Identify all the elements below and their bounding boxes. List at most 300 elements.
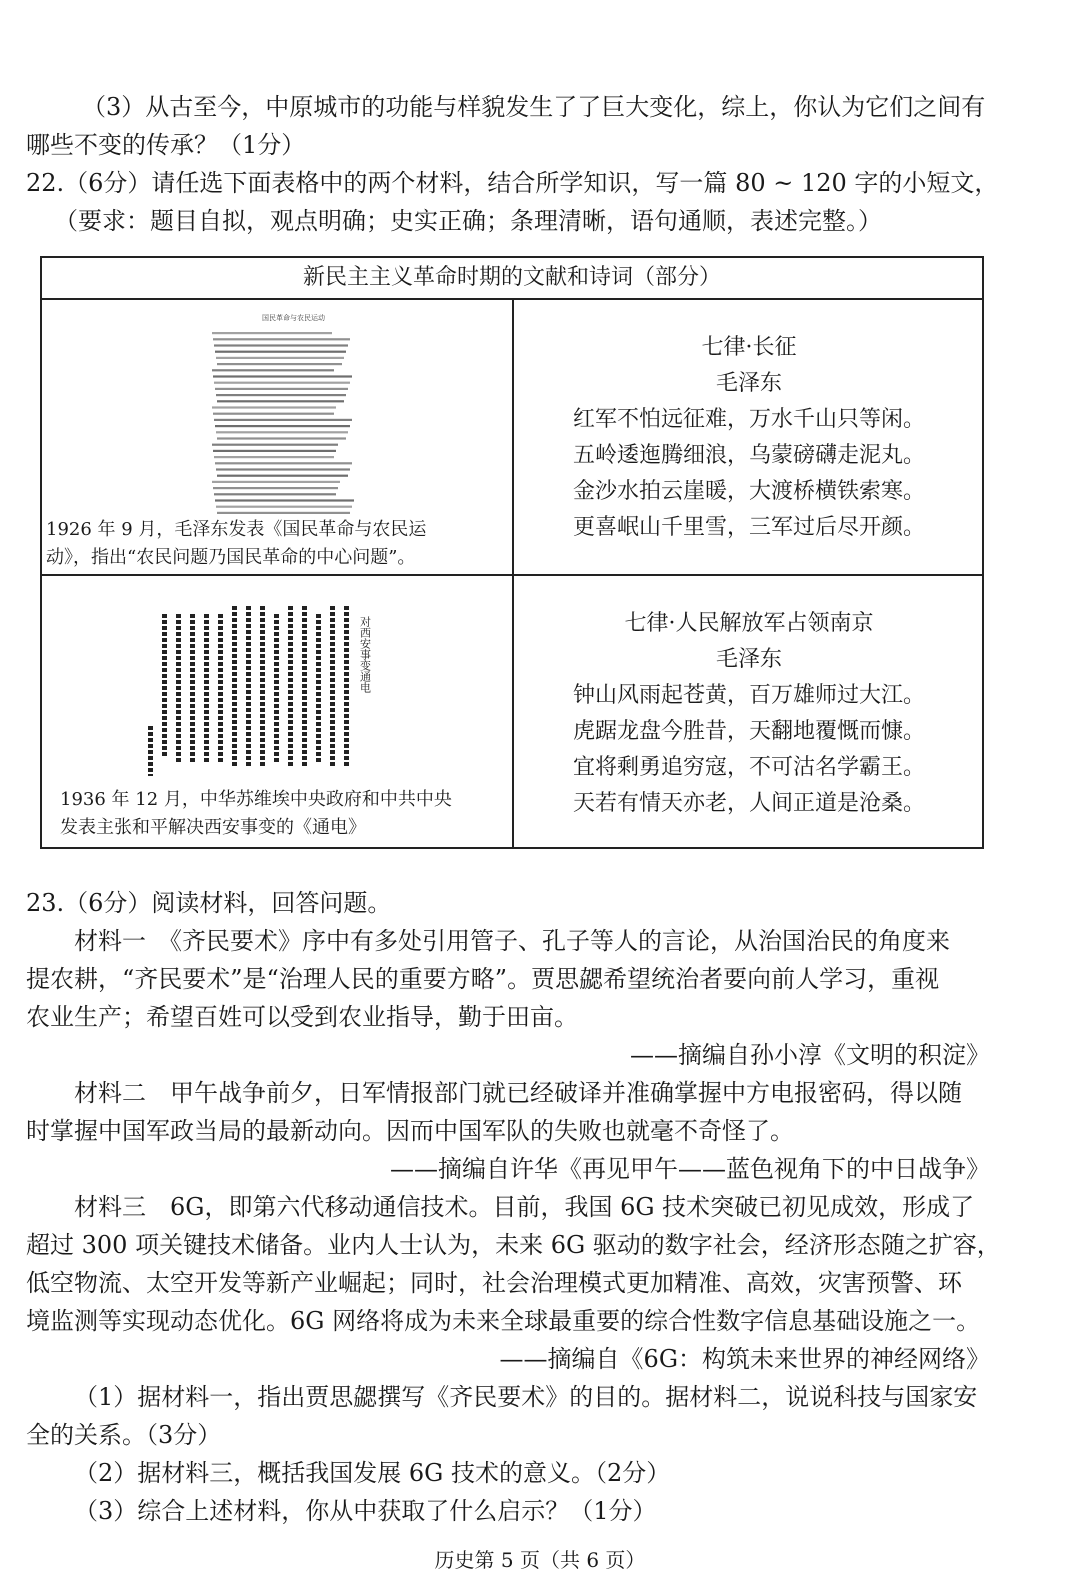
q22-prompt: 22.（6分）请任选下面表格中的两个材料，结合所学知识，写一篇 80 ~ 120 字的小短文， <box>26 169 999 197</box>
doc-text-line <box>216 431 348 433</box>
telegram-char <box>176 728 181 732</box>
q23-intro: 23.（6分）阅读材料，回答问题。 <box>26 889 392 917</box>
doc-text-line <box>213 413 334 415</box>
telegram-char <box>344 732 349 736</box>
material2-line1: 材料二 甲午战争前夕，日军情报部门就已经破译并准确掌握中方电报密码，得以随 <box>74 1079 962 1107</box>
telegram-char <box>288 726 293 730</box>
telegram-char <box>190 704 195 708</box>
telegram-char <box>218 644 223 648</box>
telegram-char <box>260 678 265 682</box>
telegram-char <box>218 716 223 720</box>
telegram-char <box>190 626 195 630</box>
telegram-char <box>148 762 153 766</box>
telegram-char <box>316 674 321 678</box>
telegram-char <box>260 654 265 658</box>
telegram-char <box>260 732 265 736</box>
material1-source: ——摘编自孙小淳《文明的积淀》 <box>630 1041 990 1069</box>
telegram-char <box>260 636 265 640</box>
doc-text-line <box>212 444 338 446</box>
telegram-char <box>246 744 251 748</box>
telegram-char <box>274 626 279 630</box>
telegram-char <box>232 660 237 664</box>
telegram-char <box>330 648 335 652</box>
telegram-char <box>232 696 237 700</box>
telegram-char <box>190 728 195 732</box>
telegram-char <box>330 636 335 640</box>
telegram-char <box>176 644 181 648</box>
telegram-char <box>344 642 349 646</box>
telegram-char <box>330 624 335 628</box>
telegram-char <box>190 758 195 762</box>
telegram-char <box>288 642 293 646</box>
telegram-char <box>232 618 237 622</box>
telegram-char <box>288 756 293 760</box>
telegram-char <box>204 626 209 630</box>
telegram-char <box>344 618 349 622</box>
telegram-char <box>190 698 195 702</box>
doc-text-line <box>217 512 350 514</box>
telegram-char <box>260 648 265 652</box>
doc-text-line <box>215 351 346 353</box>
telegram-char <box>176 668 181 672</box>
telegram-char <box>204 752 209 756</box>
doc-text-line <box>216 357 344 359</box>
telegram-char <box>148 738 153 742</box>
telegram-char <box>232 636 237 640</box>
telegram-char <box>260 696 265 700</box>
telegram-char <box>162 638 167 642</box>
telegram-char <box>218 620 223 624</box>
telegram-char <box>232 714 237 718</box>
telegram-char <box>260 660 265 664</box>
doc-text-line <box>215 499 354 501</box>
telegram-char <box>218 668 223 672</box>
telegram-char <box>260 762 265 766</box>
doc-text-line <box>212 481 340 483</box>
material1-line1: 材料一 《齐民要术》序中有多处引用管子、孔子等人的言论，从治国治民的角度来 <box>74 927 950 955</box>
telegram-char <box>330 702 335 706</box>
telegram-char <box>344 612 349 616</box>
telegram-char <box>274 632 279 636</box>
poem-line: 虎踞龙盘今胜昔，天翻地覆慨而慷。 <box>572 719 925 744</box>
telegram-char <box>232 690 237 694</box>
telegram-char <box>330 756 335 760</box>
telegram-char <box>204 758 209 762</box>
doc-text-line <box>217 475 348 477</box>
doc-text-line <box>213 487 338 489</box>
telegram-char <box>302 684 307 688</box>
telegram-char <box>176 722 181 726</box>
telegram-char <box>302 696 307 700</box>
telegram-char <box>316 650 321 654</box>
telegram-char <box>148 726 153 730</box>
telegram-char <box>302 714 307 718</box>
telegram-char <box>274 692 279 696</box>
telegram-char <box>176 692 181 696</box>
material1-line2: 提农耕，“齐民要术”是“治理人民的重要方略”。贾思勰希望统治者要向前人学习，重视 <box>26 965 940 993</box>
telegram-char <box>316 746 321 750</box>
telegram-char <box>162 710 167 714</box>
telegram-char <box>302 606 307 610</box>
telegram-char <box>316 716 321 720</box>
telegram-char <box>190 734 195 738</box>
telegram-char <box>162 656 167 660</box>
telegram-char <box>330 708 335 712</box>
page-footer: 历史第 5 页（共 6 页） <box>434 1548 646 1572</box>
telegram-char <box>218 674 223 678</box>
telegram-char <box>330 642 335 646</box>
telegram-char <box>190 692 195 696</box>
telegram-char <box>316 686 321 690</box>
telegram-char <box>190 752 195 756</box>
telegram-char <box>330 738 335 742</box>
telegram-char <box>288 720 293 724</box>
telegram-char <box>330 744 335 748</box>
telegram-char <box>288 738 293 742</box>
telegram-char <box>344 750 349 754</box>
telegram-char <box>162 692 167 696</box>
telegram-char <box>162 716 167 720</box>
material1-line3: 农业生产；希望百姓可以受到农业指导，勤于田亩。 <box>26 1003 578 1031</box>
poem-title: 七律·长征 <box>701 335 797 360</box>
telegram-char <box>246 654 251 658</box>
telegram-char <box>176 716 181 720</box>
telegram-char <box>274 740 279 744</box>
telegram-char <box>288 714 293 718</box>
telegram-char <box>344 648 349 652</box>
telegram-char <box>218 734 223 738</box>
telegram-char <box>190 716 195 720</box>
telegram-char <box>274 716 279 720</box>
telegram-char <box>246 618 251 622</box>
telegram-char <box>218 722 223 726</box>
telegram-char <box>162 662 167 666</box>
poem-line: 宜将剩勇追穷寇，不可沽名学霸王。 <box>572 755 925 780</box>
telegram-char <box>162 752 167 756</box>
telegram-char <box>148 744 153 748</box>
material3-source: ——摘编自《6G：构筑未来世界的神经网络》 <box>499 1345 990 1373</box>
telegram-char <box>246 750 251 754</box>
telegram-char <box>204 692 209 696</box>
document-image-peasant-movement <box>202 308 362 518</box>
telegram-char <box>246 732 251 736</box>
telegram-char <box>218 752 223 756</box>
q22-requirements: （要求：题目自拟，观点明确；史实正确；条理清晰，语句通顺，表述完整。） <box>54 207 882 235</box>
telegram-char <box>190 656 195 660</box>
telegram-char <box>344 684 349 688</box>
telegram-char <box>190 668 195 672</box>
telegram-char <box>288 708 293 712</box>
telegram-char <box>260 672 265 676</box>
doc-text-line <box>213 450 336 452</box>
telegram-char <box>218 656 223 660</box>
telegram-char <box>260 702 265 706</box>
telegram-char <box>162 680 167 684</box>
telegram-char <box>344 714 349 718</box>
telegram-char <box>316 614 321 618</box>
telegram-char <box>232 606 237 610</box>
telegram-char <box>288 678 293 682</box>
telegram-char <box>204 662 209 666</box>
telegram-char <box>204 632 209 636</box>
telegram-char <box>288 732 293 736</box>
telegram-char <box>330 762 335 766</box>
telegram-char <box>162 740 167 744</box>
telegram-char <box>274 674 279 678</box>
telegram-char <box>176 680 181 684</box>
telegram-char <box>274 704 279 708</box>
telegram-char <box>288 660 293 664</box>
telegram-char <box>246 678 251 682</box>
telegram-char <box>246 624 251 628</box>
telegram-char <box>302 618 307 622</box>
telegram-char <box>344 690 349 694</box>
telegram-char <box>288 684 293 688</box>
poem-long-march <box>514 330 984 546</box>
telegram-char <box>316 728 321 732</box>
poem-line: 天若有情天亦老，人间正道是沧桑。 <box>572 791 925 816</box>
telegram-char <box>344 702 349 706</box>
telegram-char <box>246 672 251 676</box>
telegram-char <box>344 636 349 640</box>
doc-text-line <box>217 437 346 439</box>
telegram-char <box>274 728 279 732</box>
doc-text-line <box>212 406 336 408</box>
doc-text-line <box>216 506 352 508</box>
q21-part3-line1: （3）从古至今，中原城市的功能与样貌发生了了巨大变化，综上，你认为它们之间有 <box>82 93 986 121</box>
telegram-char <box>190 746 195 750</box>
telegram-char <box>246 702 251 706</box>
telegram-char <box>246 648 251 652</box>
telegram-char <box>218 638 223 642</box>
telegram-char <box>260 756 265 760</box>
telegram-char <box>246 726 251 730</box>
telegram-char <box>148 774 153 776</box>
document-image-xian-telegram <box>142 606 382 776</box>
q21-part3-line2: 哪些不变的传承？（1分） <box>26 131 306 159</box>
telegram-char <box>162 620 167 624</box>
material3-line3: 低空物流、太空开发等新产业崛起；同时，社会治理模式更加精准、高效，灾害预警、环 <box>26 1269 962 1297</box>
telegram-char <box>302 750 307 754</box>
telegram-char <box>344 660 349 664</box>
telegram-char <box>344 606 349 610</box>
telegram-char <box>316 668 321 672</box>
subquestion2: （2）据材料三，概括我国发展 6G 技术的意义。（2分） <box>74 1459 671 1487</box>
telegram-char <box>232 762 237 766</box>
telegram-char <box>330 714 335 718</box>
telegram-char <box>330 666 335 670</box>
telegram-char <box>344 708 349 712</box>
telegram-char <box>330 672 335 676</box>
telegram-char <box>316 722 321 726</box>
telegram-char <box>232 648 237 652</box>
telegram-char <box>288 744 293 748</box>
subquestion1-line2: 全的关系。（3分） <box>26 1421 222 1449</box>
telegram-char <box>246 756 251 760</box>
telegram-char <box>344 666 349 670</box>
telegram-char <box>274 644 279 648</box>
telegram-char <box>218 614 223 618</box>
telegram-char <box>246 606 251 610</box>
telegram-char <box>190 710 195 714</box>
telegram-char <box>260 708 265 712</box>
telegram-char <box>190 614 195 618</box>
telegram-char <box>176 704 181 708</box>
telegram-char <box>246 714 251 718</box>
telegram-char <box>232 642 237 646</box>
telegram-char <box>232 666 237 670</box>
telegram-char <box>232 756 237 760</box>
telegram-char <box>302 642 307 646</box>
telegram-char <box>288 630 293 634</box>
telegram-char <box>260 642 265 646</box>
telegram-char <box>218 626 223 630</box>
telegram-char <box>316 632 321 636</box>
telegram-char <box>330 750 335 754</box>
telegram-char <box>274 638 279 642</box>
telegram-char <box>344 696 349 700</box>
telegram-char <box>274 650 279 654</box>
telegram-char <box>148 732 153 736</box>
doc-text-line <box>214 456 334 458</box>
subquestion3: （3）综合上述材料，你从中获取了什么启示？（1分） <box>74 1497 657 1525</box>
telegram-char <box>218 650 223 654</box>
telegram-char <box>176 656 181 660</box>
telegram-char <box>218 686 223 690</box>
telegram-char <box>344 654 349 658</box>
telegram-char <box>162 674 167 678</box>
telegram-char <box>232 726 237 730</box>
telegram-char <box>274 734 279 738</box>
telegram-char <box>302 612 307 616</box>
telegram-char <box>302 630 307 634</box>
doc-text-line <box>215 425 350 427</box>
telegram-char <box>232 750 237 754</box>
telegram-image-title: 对西安事变通电 <box>358 616 372 693</box>
telegram-char <box>232 738 237 742</box>
poem-line: 红军不怕远征难，万水千山只等闲。 <box>572 407 925 432</box>
telegram-char <box>218 698 223 702</box>
doc-text-line <box>216 468 350 470</box>
telegram-char <box>204 614 209 618</box>
poem-line: 五岭逶迤腾细浪，乌蒙磅礴走泥丸。 <box>572 443 925 468</box>
telegram-char <box>232 744 237 748</box>
telegram-char <box>218 710 223 714</box>
telegram-char <box>302 654 307 658</box>
telegram-char <box>246 666 251 670</box>
telegram-char <box>260 726 265 730</box>
telegram-char <box>190 740 195 744</box>
poem-line: 钟山风雨起苍黄，百万雄师过大江。 <box>572 683 925 708</box>
telegram-char <box>330 654 335 658</box>
poem-author: 毛泽东 <box>715 371 782 396</box>
telegram-char <box>344 678 349 682</box>
telegram-char <box>288 702 293 706</box>
telegram-char <box>330 732 335 736</box>
telegram-char <box>232 678 237 682</box>
telegram-char <box>260 618 265 622</box>
telegram-char <box>218 680 223 684</box>
telegram-char <box>288 762 293 766</box>
telegram-char <box>288 648 293 652</box>
table-header: 新民主主义革命时期的文献和诗词（部分） <box>42 258 982 300</box>
telegram-char <box>162 650 167 654</box>
telegram-char <box>190 620 195 624</box>
telegram-char <box>344 624 349 628</box>
telegram-char <box>232 702 237 706</box>
telegram-char <box>274 746 279 750</box>
telegram-char <box>190 674 195 678</box>
telegram-char <box>246 636 251 640</box>
telegram-char <box>288 666 293 670</box>
telegram-char <box>232 654 237 658</box>
telegram-char <box>246 630 251 634</box>
telegram-char <box>344 744 349 748</box>
telegram-char <box>316 644 321 648</box>
telegram-char <box>260 744 265 748</box>
doc-text-line <box>213 375 352 377</box>
telegram-char <box>302 720 307 724</box>
telegram-char <box>246 696 251 700</box>
telegram-char <box>288 618 293 622</box>
telegram-char <box>176 638 181 642</box>
telegram-char <box>204 638 209 642</box>
telegram-char <box>204 680 209 684</box>
telegram-char <box>316 758 321 762</box>
telegram-char <box>288 624 293 628</box>
telegram-char <box>162 644 167 648</box>
telegram-char <box>176 698 181 702</box>
telegram-char <box>232 720 237 724</box>
telegram-char <box>344 630 349 634</box>
telegram-char <box>344 738 349 742</box>
telegram-char <box>260 630 265 634</box>
material3-line1: 材料三 6G，即第六代移动通信技术。目前，我国 6G 技术突破已初见成效，形成了 <box>74 1193 975 1221</box>
telegram-char <box>302 738 307 742</box>
telegram-char <box>302 708 307 712</box>
telegram-char <box>232 684 237 688</box>
telegram-char <box>246 738 251 742</box>
telegram-char <box>302 690 307 694</box>
telegram-char <box>176 620 181 624</box>
telegram-char <box>330 660 335 664</box>
telegram-char <box>260 612 265 616</box>
telegram-char <box>302 762 307 766</box>
telegram-char <box>204 644 209 648</box>
cell1-caption-line2: 动》，指出“农民问题乃国民革命的中心问题”。 <box>46 547 416 568</box>
telegram-char <box>176 614 181 618</box>
poem-occupy-nanjing <box>514 606 984 822</box>
telegram-char <box>316 704 321 708</box>
doc-text-line <box>212 332 332 334</box>
telegram-char <box>148 756 153 760</box>
telegram-char <box>274 668 279 672</box>
telegram-char <box>344 720 349 724</box>
telegram-char <box>288 612 293 616</box>
telegram-char <box>260 606 265 610</box>
telegram-char <box>344 762 349 766</box>
telegram-char <box>330 630 335 634</box>
telegram-char <box>162 698 167 702</box>
telegram-char <box>316 692 321 696</box>
telegram-char <box>274 698 279 702</box>
telegram-char <box>302 744 307 748</box>
telegram-char <box>260 750 265 754</box>
telegram-char <box>330 612 335 616</box>
telegram-char <box>148 768 153 772</box>
telegram-char <box>316 752 321 756</box>
telegram-char <box>218 632 223 636</box>
